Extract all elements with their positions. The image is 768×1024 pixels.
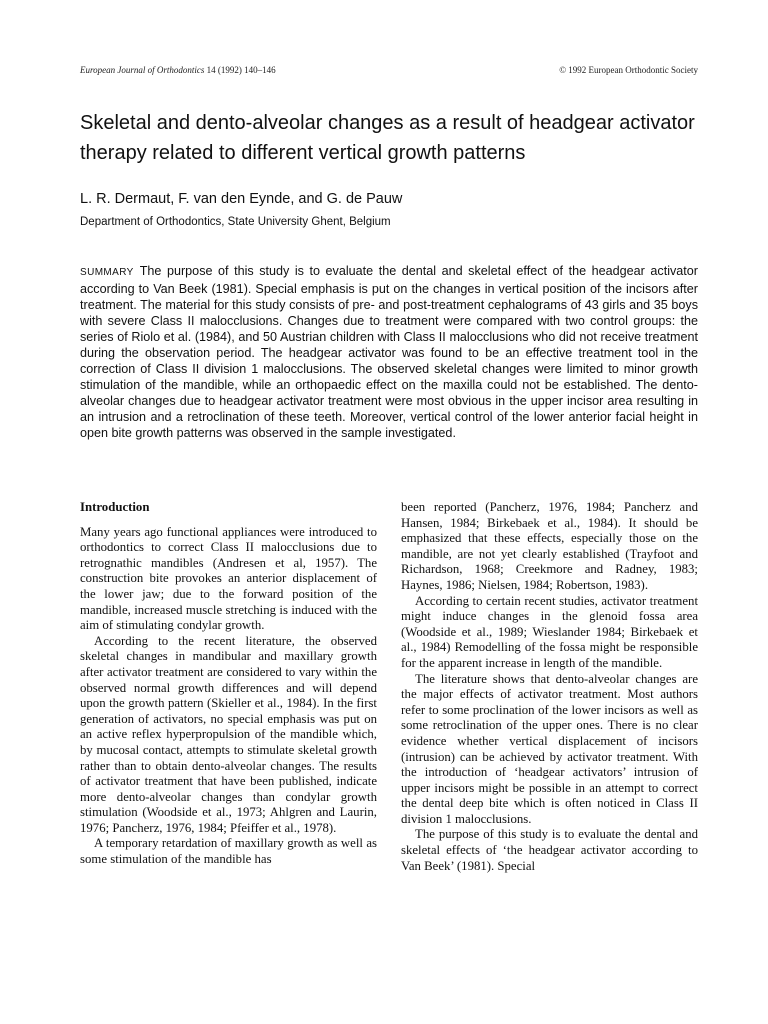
journal-name: European Journal of Orthodontics [80, 65, 205, 75]
body-paragraph: The literature shows that dento-alveolar changes are the major effects of activator treatment. Most authors refer to some proclination of the lower incisors as well as some retroclination of the upper ones. There is no clear evidence whether vertical displacement of incisors (intrusion) can be achieved by activator treatment. With the introduction of ‘headgear activators’ intrusion of upper incisors might be possible in an attempt to correct the dental deep bite which is often noticed in Class II division 1 malocclusions. [401, 671, 698, 826]
body-column-left [80, 500, 377, 868]
journal-volume-pages: 14 (1992) 140–146 [204, 65, 276, 75]
article-authors: L. R. Dermaut, F. van den Eynde, and G. de Pauw [80, 191, 403, 207]
body-paragraph: The purpose of this study is to evaluate the dental and skeletal effects of ‘the headgear activator according to Van Beek’ (1981). Special [401, 827, 698, 873]
body-paragraph: Many years ago functional appliances were introduced to orthodontics to correct Class II malocclusions due to retrognathic mandibles (Andresen et al, 1957). The construction bite provokes an anterior displacement of the lower jaw; due to the forward position of the mandible, increased muscle stretching is induced with the aim of stimulating condylar growth. [80, 524, 377, 633]
body-paragraph: According to the recent literature, the observed skeletal changes in mandibular and maxillary growth after activator treatment are considered to vary within the observed normal growth differences and will depend upon the growth pattern (Skieller et al., 1984). In the first generation of activators, no special emphasis was put on an active reflex hyperpropulsion of the mandible which, by mucosal contact, attempts to stimulate skeletal growth rather than to obtain dento-alveolar changes. The results of activator treatment that have been published, indicate more dento-alveolar changes than condylar growth stimulation (Woodside et al., 1973; Ahlgren and Laurin, 1976; Pancherz, 1976, 1984; Pfeiffer et al., 1978). [80, 633, 377, 835]
body-paragraph: A temporary retardation of maxillary growth as well as some stimulation of the mandible has [80, 836, 377, 867]
body-paragraph: According to certain recent studies, activator treatment might induce changes in the glenoid fossa area (Woodside et al., 1989; Wieslander 1984; Birkebaek et al., 1984) Remodelling of the fossa might be responsible for the apparent increase in length of the mandible. [401, 593, 698, 670]
journal-citation [80, 65, 276, 75]
summary-text: The purpose of this study is to evaluate the dental and skeletal effect of the headgear activator according to Van Beek (1981). Special emphasis is put on the changes in vertical position of the incisors after treatment. The material for this study consists of pre- and post-treatment cephalograms of 43 girls and 35 boys with severe Class II malocclusions. Changes due to treatment were compared with two control groups: the series of Riolo et al. (1984), and 50 Austrian children with Class II malocclusions who did not receive treatment during the observation period. The headgear activator was found to be an effective treatment tool in the correction of Class II division 1 malocclusions. The observed skeletal changes were limited to minor growth stimulation of the mandible, while an orthopaedic effect on the maxilla could not be established. The dento-alveolar changes due to headgear activator treatment were most obvious in the upper incisor area resulting in an intrusion and a retroclination of these teeth. Moreover, vertical control of the lower anterior facial height in open bite growth patterns was observed in the sample investigated. [80, 264, 698, 440]
body-column-right [401, 500, 698, 874]
body-paragraph: been reported (Pancherz, 1976, 1984; Pancherz and Hansen, 1984; Birkebaek et al., 1984). It should be emphasized that these effects, especially those on the mandible, are not yet clearly established (Trayfoot and Richardson, 1968; Creekmore and Radney, 1983; Haynes, 1986; Nielsen, 1984; Robertson, 1983). [401, 500, 698, 592]
summary-label: SUMMARY [80, 267, 134, 278]
section-heading-introduction: Introduction [80, 500, 150, 514]
copyright-notice: © 1992 European Orthodontic Society [559, 65, 698, 75]
article-affiliation: Department of Orthodontics, State University Ghent, Belgium [80, 216, 391, 228]
article-title: Skeletal and dento-alveolar changes as a result of headgear activator therapy related to different vertical growth patterns [80, 112, 695, 164]
summary-abstract [80, 263, 698, 441]
running-head [80, 65, 698, 79]
